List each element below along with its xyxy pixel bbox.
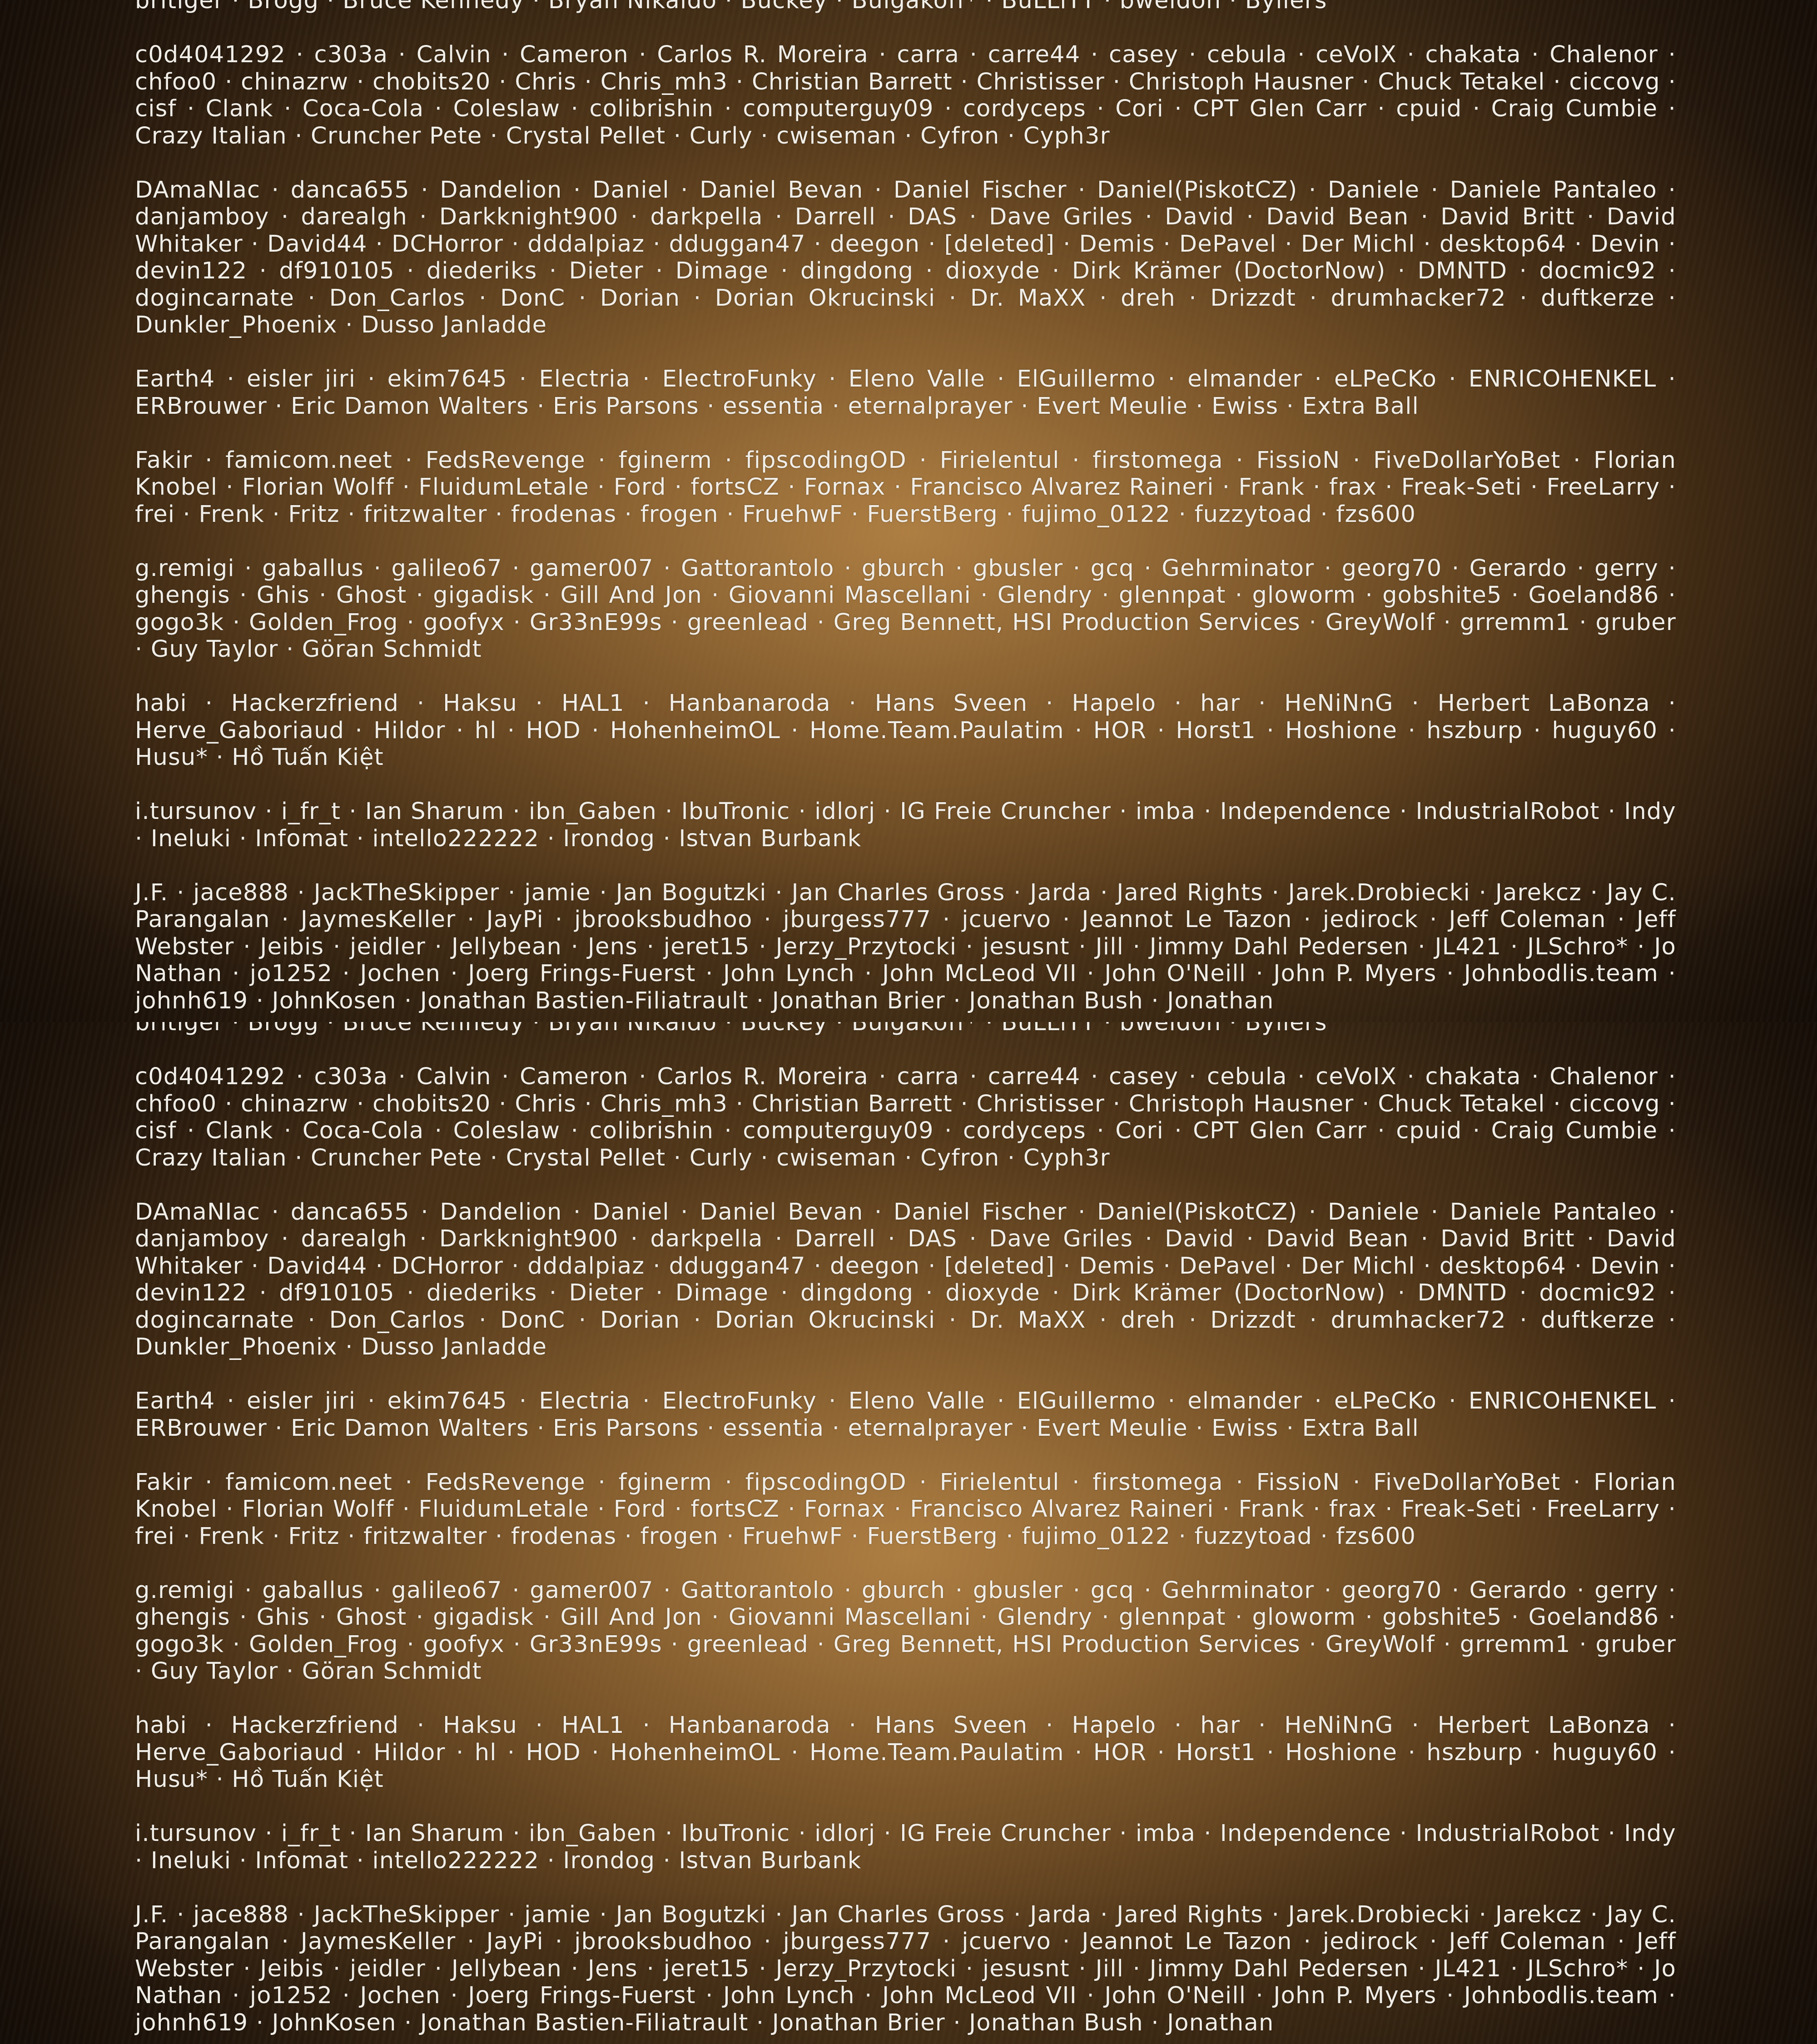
- credits-group-d: DAmaNIac · danca655 · Dandelion · Daniel · Daniel Bevan · Daniel Fischer · Daniel(PiskotCZ) · Daniele · Daniele Pantaleo · danjamboy · darealgh · Darkknight900 · darkpella · Darrell · DAS · Dave Griles · David · David Bean · David Britt · David Whitaker · David44 · DCHorror · dddalpiaz · dduggan47 · deegon · [deleted] · Demis · DePavel · Der Michl · desktop64 · Devin · devin122 · df910105 · diederiks · Dieter · Dimage · dingdong · dioxyde · Dirk Krämer (DoctorNow) · DMNTD · docmic92 · dogincarnate · Don_Carlos · DonC · Dorian · Dorian Okrucinski · Dr. MaXX · dreh · Drizzdt · drumhacker72 · duftkerze · Dunkler_Phoenix · Dusso Janladde: [135, 1199, 1676, 1361]
- credits-group-g: g.remigi · gaballus · galileo67 · gamer007 · Gattorantolo · gburch · gbusler · gcq · Gehrminator · georg70 · Gerardo · gerry · ghengis · Ghis · Ghost · gigadisk · Gill And Jon · Giovanni Mascellani · Glendry · glennpat · gloworm · gobshite5 · Goeland86 · gogo3k · Golden_Frog · goofyx · Gr33nE99s · greenlead · Greg Bennett, HSI Production Services · GreyWolf · grremm1 · gruber · Guy Taylor · Göran Schmidt: [135, 555, 1676, 663]
- credits-group-j: J.F. · jace888 · JackTheSkipper · jamie · Jan Bogutzki · Jan Charles Gross · Jarda · Jared Rights · Jarek.Drobiecki · Jarekcz · Jay C. Parangalan · JaymesKeller · JayPi · jbrooksbudhoo · jburgess777 · jcuervo · Jeannot Le Tazon · jedirock · Jeff Coleman · Jeff Webster · Jeibis · jeidler · Jellybean · Jens · jeret15 · Jerzy_Przytocki · jesusnt · Jill · Jimmy Dahl Pedersen · JL421 · JLSchro* · Jo Nathan · jo1252 · Jochen · Joerg Frings-Fuerst · John Lynch · John McLeod VII · John O'Neill · John P. Myers · Johnbodlis.team · johnh619 · JohnKosen · Jonathan Bastien-Filiatrault · Jonathan Brier · Jonathan Bush · Jonathan: [135, 1901, 1676, 2037]
- credits-group-b: britiger · Brogg · Bruce Kennedy · Bryan Nikaido · Buckey · Bulgakoff* · BuLLiTT · bweldon · Byllers: [135, 1022, 1676, 1037]
- credits-group-h: habi · Hackerzfriend · Haksu · HAL1 · Hanbanaroda · Hans Sveen · Hapelo · har · HeNiNnG · Herbert LaBonza · Herve_Gaboriaud · Hildor · hl · HOD · HohenheimOL · Home.Team.Paulatim · HOR · Horst1 · Hoshione · hszburp · huguy60 · Husu* · Hồ Tuấn Kiệt: [135, 690, 1676, 771]
- credits-group-j: J.F. · jace888 · JackTheSkipper · jamie · Jan Bogutzki · Jan Charles Gross · Jarda · Jared Rights · Jarek.Drobiecki · Jarekcz · Jay C. Parangalan · JaymesKeller · JayPi · jbrooksbudhoo · jburgess777 · jcuervo · Jeannot Le Tazon · jedirock · Jeff Coleman · Jeff Webster · Jeibis · jeidler · Jellybean · Jens · jeret15 · Jerzy_Przytocki · jesusnt · Jill · Jimmy Dahl Pedersen · JL421 · JLSchro* · Jo Nathan · jo1252 · Jochen · Joerg Frings-Fuerst · John Lynch · John McLeod VII · John O'Neill · John P. Myers · Johnbodlis.team · johnh619 · JohnKosen · Jonathan Bastien-Filiatrault · Jonathan Brier · Jonathan Bush · Jonathan: [135, 879, 1676, 1015]
- credits-group-f: Fakir · famicom.neet · FedsRevenge · fginerm · fipscodingOD · Firielentul · firstomega · FissioN · FiveDollarYoBet · Florian Knobel · Florian Wolff · FluidumLetale · Ford · fortsCZ · Fornax · Francisco Alvarez Raineri · Frank · frax · Freak-Seti · FreeLarry · frei · Frenk · Fritz · fritzwalter · frodenas · frogen · FruehwF · FuerstBerg · fujimo_0122 · fuzzytoad · fzs600: [135, 1469, 1676, 1550]
- credits-group-h: habi · Hackerzfriend · Haksu · HAL1 · Hanbanaroda · Hans Sveen · Hapelo · har · HeNiNnG · Herbert LaBonza · Herve_Gaboriaud · Hildor · hl · HOD · HohenheimOL · Home.Team.Paulatim · HOR · Horst1 · Hoshione · hszburp · huguy60 · Husu* · Hồ Tuấn Kiệt: [135, 1712, 1676, 1793]
- credits-group-g: g.remigi · gaballus · galileo67 · gamer007 · Gattorantolo · gburch · gbusler · gcq · Gehrminator · georg70 · Gerardo · gerry · ghengis · Ghis · Ghost · gigadisk · Gill And Jon · Giovanni Mascellani · Glendry · glennpat · gloworm · gobshite5 · Goeland86 · gogo3k · Golden_Frog · goofyx · Gr33nE99s · greenlead · Greg Bennett, HSI Production Services · GreyWolf · grremm1 · gruber · Guy Taylor · Göran Schmidt: [135, 1577, 1676, 1685]
- credits-group-i: i.tursunov · i_fr_t · Ian Sharum · ibn_Gaben · IbuTronic · idlorj · IG Freie Cruncher · imba · Independence · IndustrialRobot · Indy · Ineluki · Infomat · intello222222 · Irondog · Istvan Burbank: [135, 798, 1676, 852]
- credits-group-b: britiger · Brogg · Bruce Kennedy · Bryan Nikaido · Buckey · Bulgakoff* · BuLLiTT · bweldon · Byllers: [135, 0, 1676, 15]
- credits-group-d: DAmaNIac · danca655 · Dandelion · Daniel · Daniel Bevan · Daniel Fischer · Daniel(PiskotCZ) · Daniele · Daniele Pantaleo · danjamboy · darealgh · Darkknight900 · darkpella · Darrell · DAS · Dave Griles · David · David Bean · David Britt · David Whitaker · David44 · DCHorror · dddalpiaz · dduggan47 · deegon · [deleted] · Demis · DePavel · Der Michl · desktop64 · Devin · devin122 · df910105 · diederiks · Dieter · Dimage · dingdong · dioxyde · Dirk Krämer (DoctorNow) · DMNTD · docmic92 · dogincarnate · Don_Carlos · DonC · Dorian · Dorian Okrucinski · Dr. MaXX · dreh · Drizzdt · drumhacker72 · duftkerze · Dunkler_Phoenix · Dusso Janladde: [135, 177, 1676, 339]
- credits-group-f: Fakir · famicom.neet · FedsRevenge · fginerm · fipscodingOD · Firielentul · firstomega · FissioN · FiveDollarYoBet · Florian Knobel · Florian Wolff · FluidumLetale · Ford · fortsCZ · Fornax · Francisco Alvarez Raineri · Frank · frax · Freak-Seti · FreeLarry · frei · Frenk · Fritz · fritzwalter · frodenas · frogen · FruehwF · FuerstBerg · fujimo_0122 · fuzzytoad · fzs600: [135, 447, 1676, 528]
- credits-group-c: c0d4041292 · c303a · Calvin · Cameron · Carlos R. Moreira · carra · carre44 · casey · cebula · ceVoIX · chakata · Chalenor · chfoo0 · chinazrw · chobits20 · Chris · Chris_mh3 · Christian Barrett · Christisser · Christoph Hausner · Chuck Tetakel · ciccovg · cisf · Clank · Coca-Cola · Coleslaw · colibrishin · computerguy09 · cordyceps · Cori · CPT Glen Carr · cpuid · Craig Cumbie · Crazy Italian · Cruncher Pete · Crystal Pellet · Curly · cwiseman · Cyfron · Cyph3r: [135, 41, 1676, 149]
- credits-group-i: i.tursunov · i_fr_t · Ian Sharum · ibn_Gaben · IbuTronic · idlorj · IG Freie Cruncher · imba · Independence · IndustrialRobot · Indy · Ineluki · Infomat · intello222222 · Irondog · Istvan Burbank: [135, 1820, 1676, 1874]
- credits-group-c: c0d4041292 · c303a · Calvin · Cameron · Carlos R. Moreira · carra · carre44 · casey · cebula · ceVoIX · chakata · Chalenor · chfoo0 · chinazrw · chobits20 · Chris · Chris_mh3 · Christian Barrett · Christisser · Christoph Hausner · Chuck Tetakel · ciccovg · cisf · Clank · Coca-Cola · Coleslaw · colibrishin · computerguy09 · cordyceps · Cori · CPT Glen Carr · cpuid · Craig Cumbie · Crazy Italian · Cruncher Pete · Crystal Pellet · Curly · cwiseman · Cyfron · Cyph3r: [135, 1063, 1676, 1171]
- credits-group-e: Earth4 · eisler jiri · ekim7645 · Electria · ElectroFunky · Eleno Valle · ElGuillermo · elmander · eLPeCKo · ENRICOHENKEL · ERBrouwer · Eric Damon Walters · Eris Parsons · essentia · eternalprayer · Evert Meulie · Ewiss · Extra Ball: [135, 366, 1676, 420]
- credits-group-e: Earth4 · eisler jiri · ekim7645 · Electria · ElectroFunky · Eleno Valle · ElGuillermo · elmander · eLPeCKo · ENRICOHENKEL · ERBrouwer · Eric Damon Walters · Eris Parsons · essentia · eternalprayer · Evert Meulie · Ewiss · Extra Ball: [135, 1388, 1676, 1442]
